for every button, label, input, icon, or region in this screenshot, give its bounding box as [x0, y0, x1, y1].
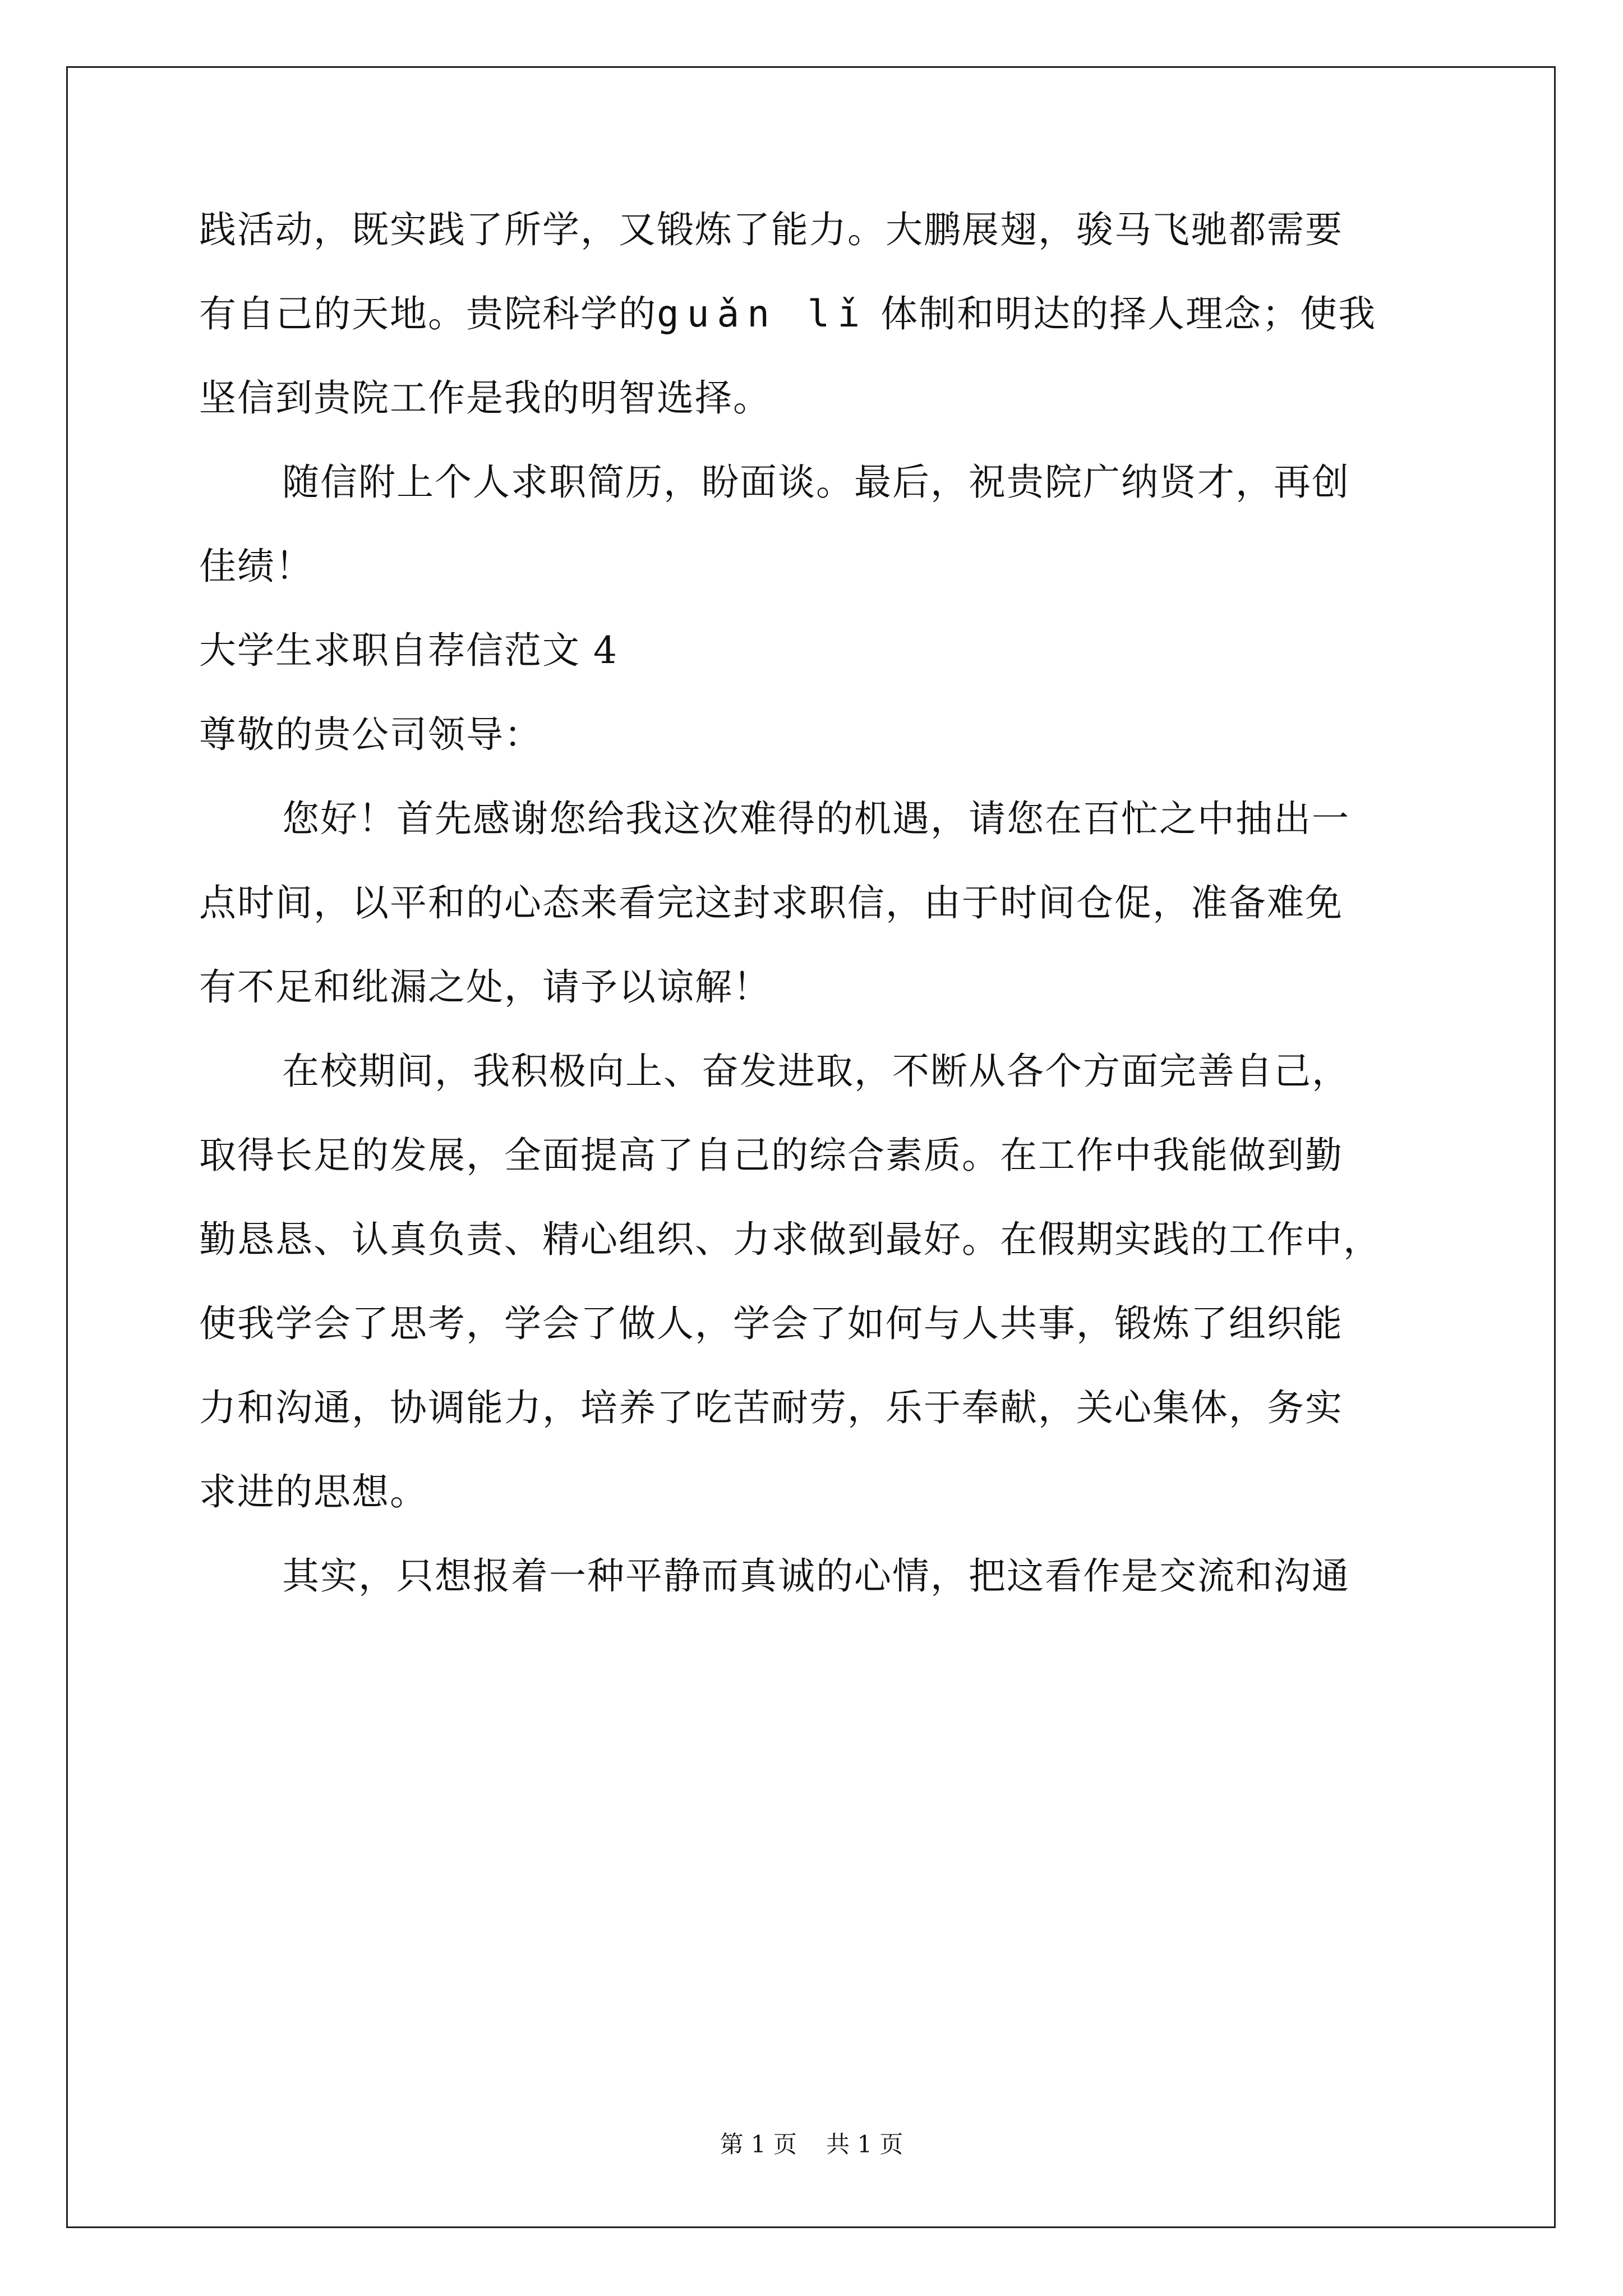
text-line: 有不足和纰漏之处，请予以谅解！	[199, 965, 771, 1009]
page-total: 共 1 页	[826, 2131, 903, 2158]
text-segment: 有自己的天地。贵院科学的	[199, 292, 657, 335]
section-heading: 大学生求职自荐信范文 4	[199, 629, 618, 672]
text-line: 使我学会了思考，学会了做人，学会了如何与人共事，锻炼了组织能	[199, 1302, 1343, 1345]
text-line: 其实，只想报着一种平静而真诚的心情，把这看作是交流和沟通	[282, 1554, 1350, 1598]
text-segment: 体制和明达的择人理念；使我	[868, 292, 1377, 335]
text-line: 取得长足的发展，全面提高了自己的综合素质。在工作中我能做到勤	[199, 1134, 1343, 1177]
pinyin-segment: guǎn lǐ	[657, 292, 868, 335]
text-line	[199, 292, 1376, 337]
page-number: 第 1 页	[720, 2131, 797, 2158]
text-line: 您好！首先感谢您给我这次难得的机遇，请您在百忙之中抽出一	[282, 797, 1350, 840]
text-line: 坚信到贵院工作是我的明智选择。	[199, 376, 771, 420]
text-line: 勤恳恳、认真负责、精心组织、力求做到最好。在假期实践的工作中，	[199, 1218, 1381, 1261]
text-line: 点时间，以平和的心态来看完这封求职信，由于时间仓促，准备难免	[199, 881, 1343, 924]
text-line: 随信附上个人求职简历，盼面谈。最后，祝贵院广纳贤才，再创	[282, 461, 1350, 504]
text-line: 践活动，既实践了所学，又锻炼了能力。大鹏展翅，骏马飞驰都需要	[199, 208, 1343, 251]
text-line: 佳绩！	[199, 545, 313, 588]
text-line: 在校期间，我积极向上、奋发进取，不断从各个方面完善自己，	[282, 1050, 1350, 1093]
text-line: 求进的思想。	[199, 1470, 428, 1513]
text-line: 力和沟通，协调能力，培养了吃苦耐劳，乐于奉献，关心集体，务实	[199, 1386, 1343, 1429]
salutation: 尊敬的贵公司领导：	[199, 713, 542, 756]
page-footer	[0, 2128, 1623, 2161]
